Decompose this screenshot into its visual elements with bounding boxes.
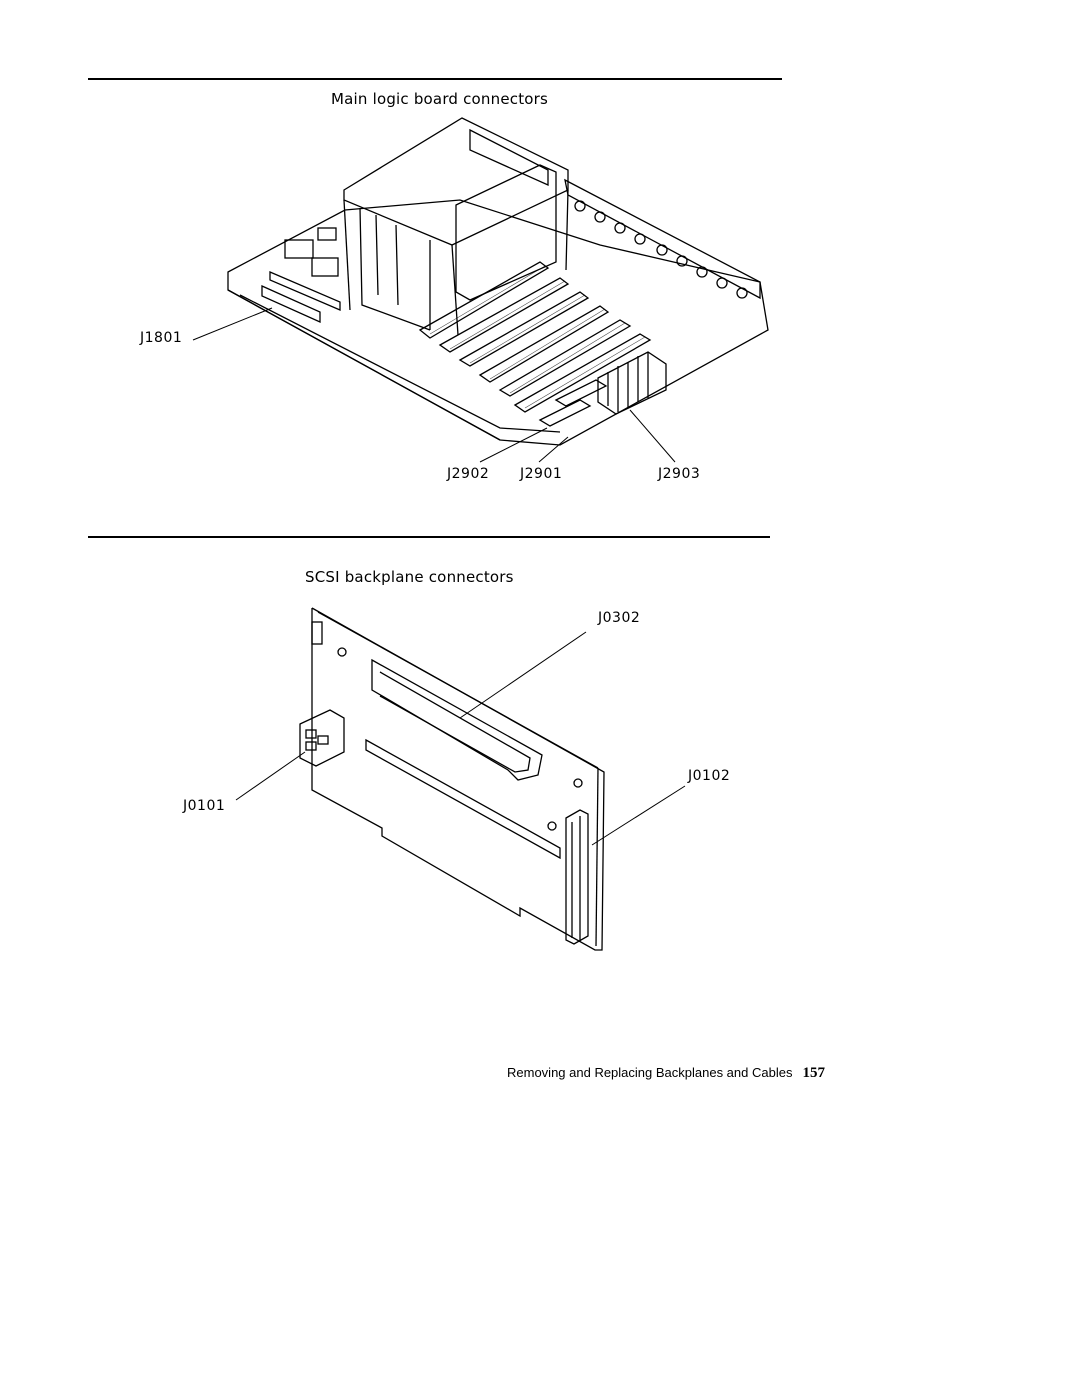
label-j0102: J0102 <box>688 768 731 784</box>
label-j2902: J2902 <box>447 466 490 482</box>
label-j2901: J2901 <box>520 466 563 482</box>
label-j2903: J2903 <box>658 466 701 482</box>
label-j0302: J0302 <box>598 610 641 626</box>
page-footer <box>507 1065 825 1082</box>
footer-section-title: Removing and Replacing Backplanes and Cables <box>507 1065 793 1080</box>
main-logic-board-title: Main logic board connectors <box>331 90 549 108</box>
label-j0101: J0101 <box>183 798 226 814</box>
scsi-backplane-title: SCSI backplane connectors <box>305 568 514 586</box>
label-j1801: J1801 <box>140 330 183 346</box>
page-number: 157 <box>802 1065 825 1081</box>
